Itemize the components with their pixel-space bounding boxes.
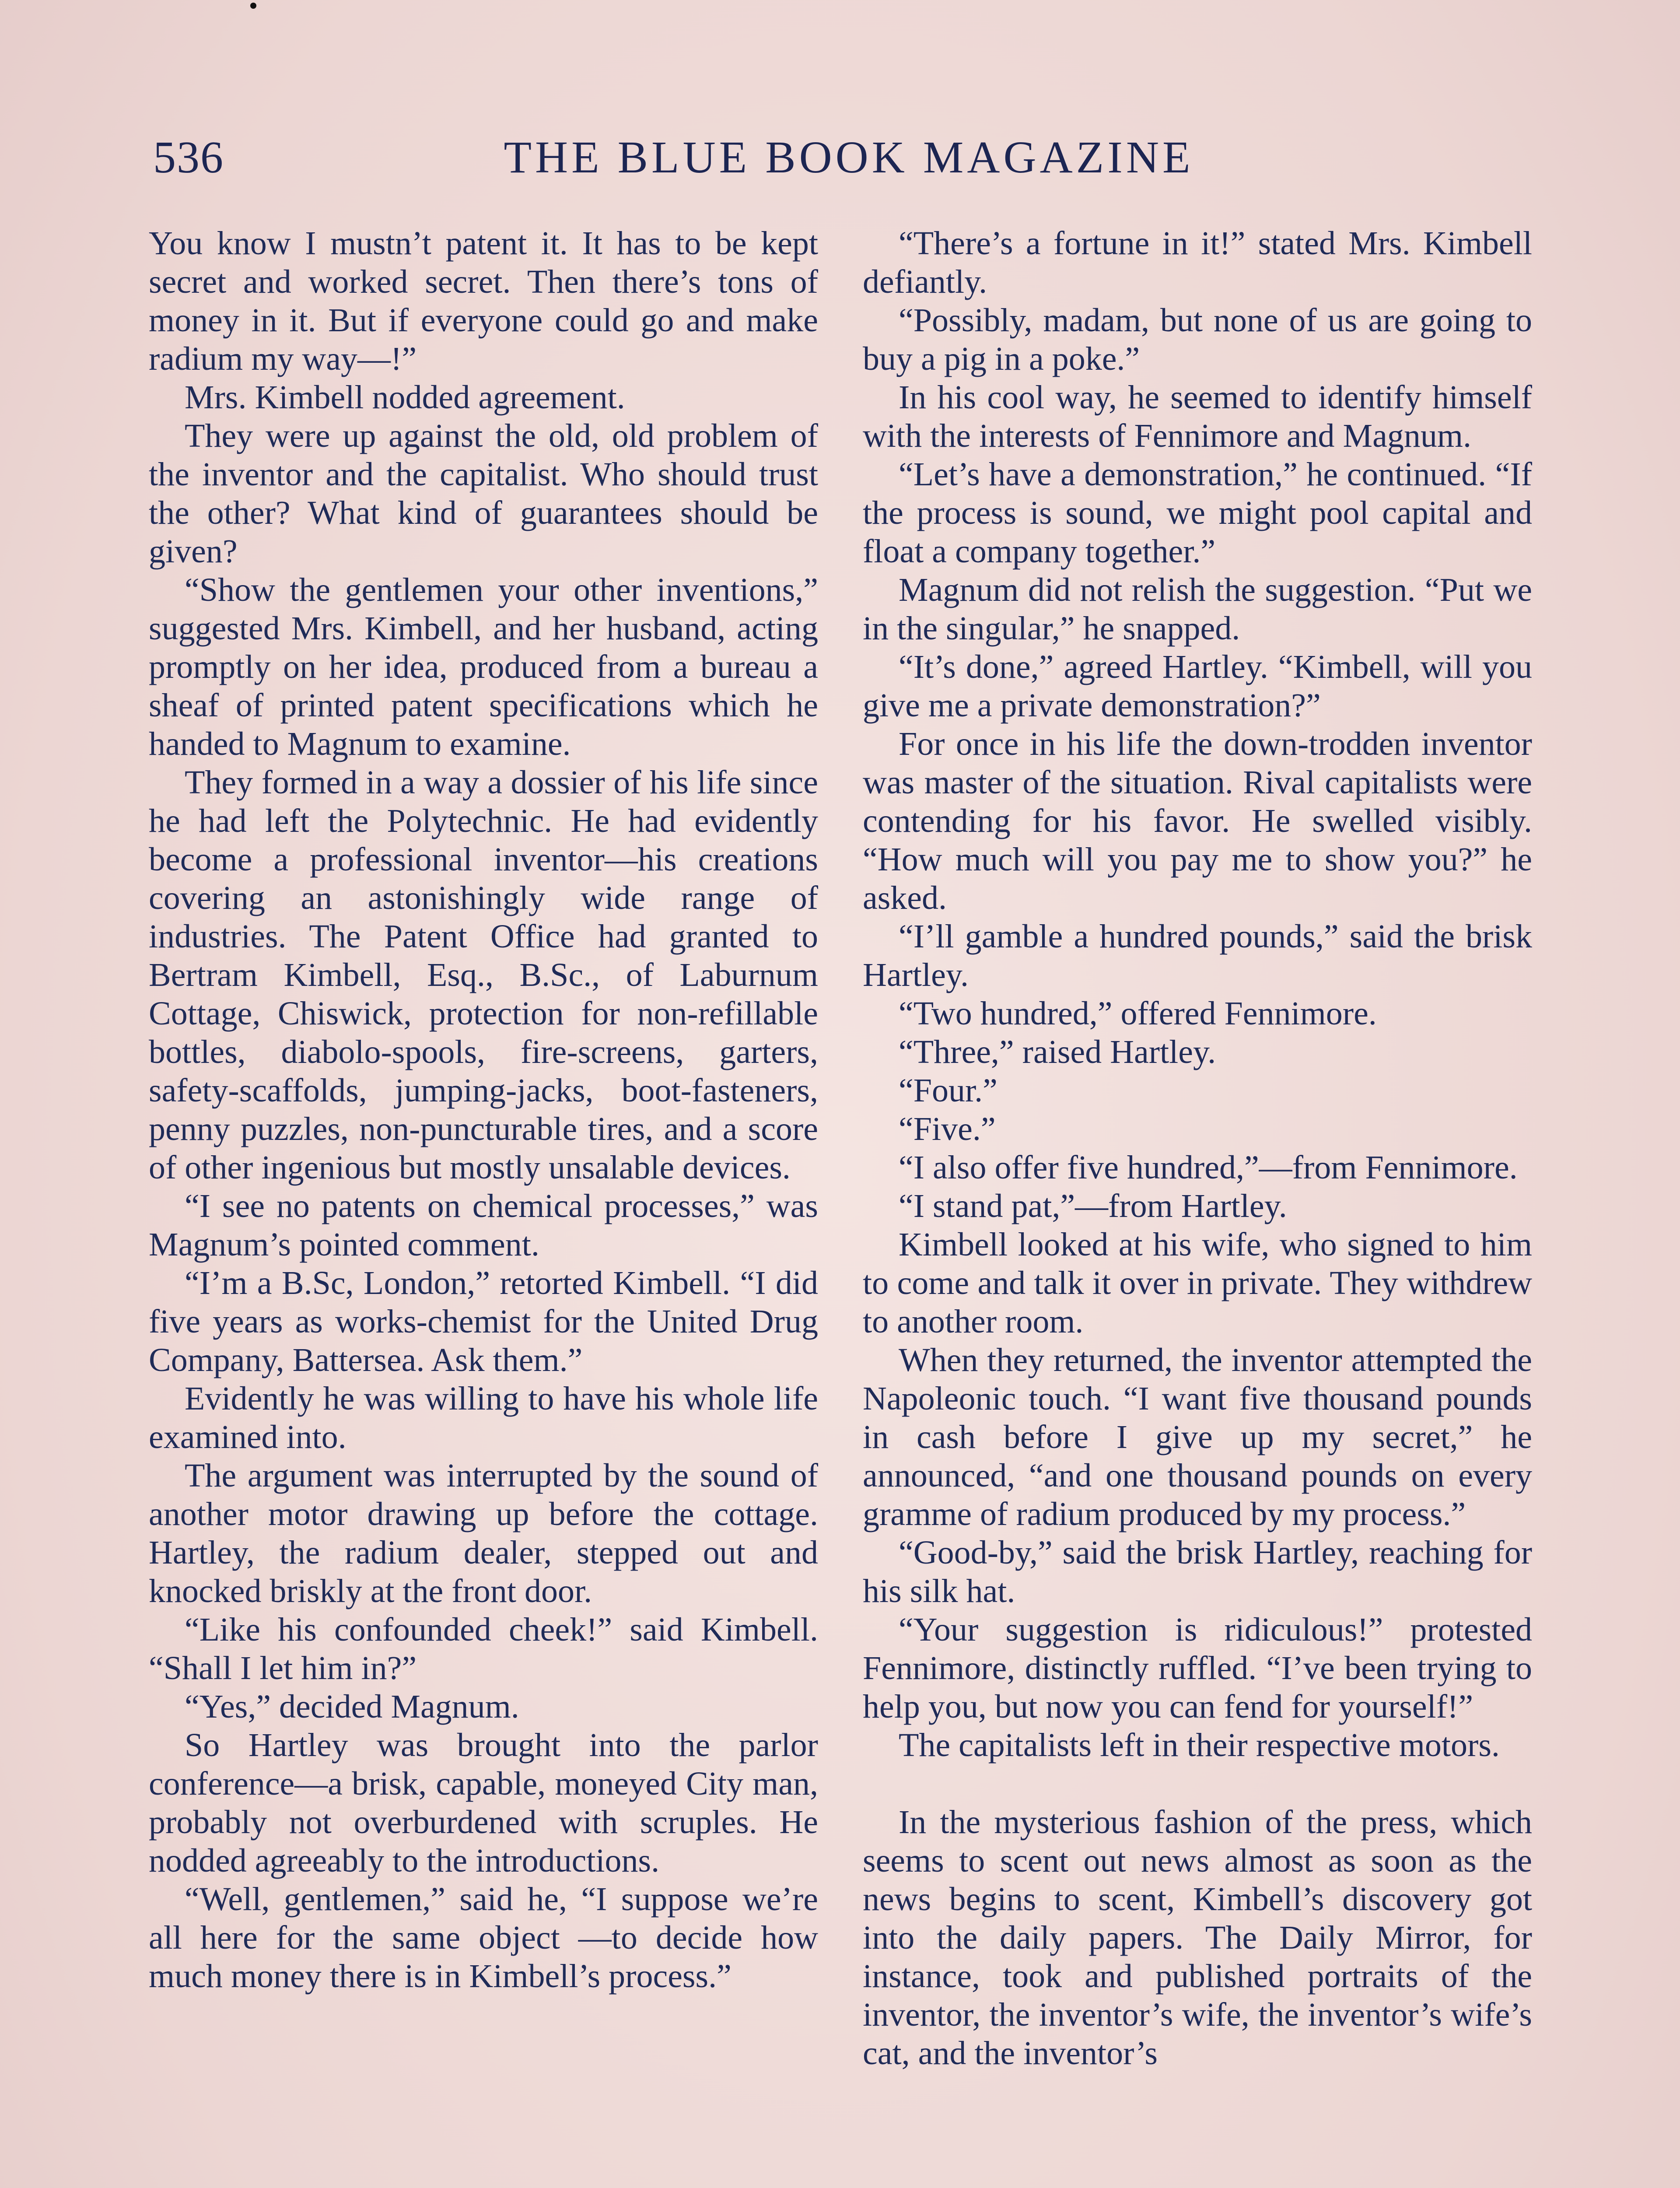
running-title: THE BLUE BOOK MAGAZINE bbox=[504, 132, 1194, 182]
paragraph: “Well, gentlemen,” said he, “I suppose we’re all here for the same object —to decide how much money there is in Kimbell’s process.” bbox=[149, 1881, 818, 1995]
paragraph: “Four.” bbox=[899, 1072, 998, 1109]
paragraph: “Show the gentlemen your other inventions,” suggested Mrs. Kimbell, and her husband, acting promptly on her idea, produced from a bureau a sheaf of printed patent specifications which he handed to Magnum to examine. bbox=[149, 572, 818, 762]
paragraph: They formed in a way a dossier of his life since he had left the Polytechnic. He had evidently become a professional inventor—his creations covering an astonishingly wide range of industries. The Patent Office had granted to Bertram Kimbell, Esq., B.Sc., of Laburnum Cottage, Chiswick, protection for non-refillable bottles, diabolo-spools, fire-screens, garters, safety-scaffolds, jumping-jacks, boot-fasteners, penny puzzles, non-puncturable tires, and a score of other ingenious but mostly unsalable devices. bbox=[149, 764, 818, 1186]
paragraph: Evidently he was willing to have his whole life examined into. bbox=[149, 1380, 818, 1455]
paragraph: When they returned, the inventor attempted the Napoleonic touch. “I want five thousand pounds in cash before I give up my secret,” he announced, “and one thousand pounds on every gramme of radium produced by my process.” bbox=[863, 1342, 1532, 1532]
paragraph: For once in his life the down-trodden inventor was master of the situation. Rival capitalists were contending for his favor. He swelled visibly. “How much will you pay me to show you?” he asked. bbox=[863, 726, 1532, 916]
paragraph: The capitalists left in their respective motors. bbox=[899, 1727, 1500, 1764]
paragraph: Kimbell looked at his wife, who signed to him to come and talk it over in private. They withdrew to another room. bbox=[863, 1226, 1532, 1340]
paragraph: “Yes,” decided Magnum. bbox=[185, 1688, 519, 1725]
page-header bbox=[153, 127, 1544, 193]
paragraph: So Hartley was brought into the parlor conference—a brisk, capable, moneyed City man, probably not overburdened with scruples. He nodded agreeably to the introductions. bbox=[149, 1727, 818, 1879]
paragraph: “There’s a fortune in it!” stated Mrs. Kimbell defiantly. bbox=[863, 225, 1532, 300]
paragraph: “Five.” bbox=[899, 1111, 996, 1147]
ink-speck bbox=[250, 3, 256, 9]
paragraph: In the mysterious fashion of the press, which seems to scent out news almost as soon as the news begins to scent, Kimbell’s discovery got into the daily papers. The Daily Mirror, for instance, took and published portraits of the inventor, the inventor’s wife, the inventor’s wife’s cat, and the inventor’s bbox=[863, 1804, 1532, 2072]
paragraph: “Possibly, madam, but none of us are going to buy a pig in a poke.” bbox=[863, 302, 1532, 377]
paragraph: “I stand pat,”—from Hartley. bbox=[899, 1188, 1287, 1224]
paragraph: “Three,” raised Hartley. bbox=[899, 1034, 1216, 1070]
paragraph: “Your suggestion is ridiculous!” protested Fennimore, distinctly ruffled. “I’ve been trying to help you, but now you can fend for yourself!” bbox=[863, 1611, 1532, 1725]
paragraph: “It’s done,” agreed Hartley. “Kimbell, will you give me a private demonstration?” bbox=[863, 649, 1532, 724]
paragraph: “I’m a B.Sc, London,” retorted Kimbell. “I did five years as works-chemist for the United Drug Company, Battersea. Ask them.” bbox=[149, 1265, 818, 1378]
paragraph: In his cool way, he seemed to identify himself with the interests of Fennimore and Magnum. bbox=[863, 379, 1532, 454]
left-column bbox=[149, 224, 818, 2188]
right-column bbox=[863, 224, 1532, 2188]
paragraph: The argument was interrupted by the sound of another motor drawing up before the cottage. Hartley, the radium dealer, stepped out and knocked briskly at the front door. bbox=[149, 1457, 818, 1609]
paragraph: “Like his confounded cheek!” said Kimbell. “Shall I let him in?” bbox=[149, 1611, 818, 1687]
paragraph: Magnum did not relish the suggestion. “Put we in the singular,” he snapped. bbox=[863, 572, 1532, 647]
paragraph: Mrs. Kimbell nodded agreement. bbox=[185, 379, 625, 416]
paragraph: “I see no patents on chemical processes,” was Magnum’s pointed comment. bbox=[149, 1188, 818, 1263]
paragraph: “Good-by,” said the brisk Hartley, reaching for his silk hat. bbox=[863, 1534, 1532, 1609]
paragraph: You know I mustn’t patent it. It has to be kept secret and worked secret. Then there’s tons of money in it. But if everyone could go and make radium my way—!” bbox=[149, 225, 818, 377]
paragraph: They were up against the old, old problem of the inventor and the capitalist. Who should trust the other? What kind of guarantees should be given? bbox=[149, 417, 818, 570]
paragraph: “Let’s have a demonstration,” he continued. “If the process is sound, we might pool capital and float a company together.” bbox=[863, 456, 1532, 570]
paragraph: “Two hundred,” offered Fennimore. bbox=[899, 995, 1377, 1032]
paragraph: “I also offer five hundred,”—from Fennimore. bbox=[899, 1149, 1518, 1186]
paragraph: “I’ll gamble a hundred pounds,” said the brisk Hartley. bbox=[863, 918, 1532, 993]
page-number: 536 bbox=[153, 132, 224, 182]
